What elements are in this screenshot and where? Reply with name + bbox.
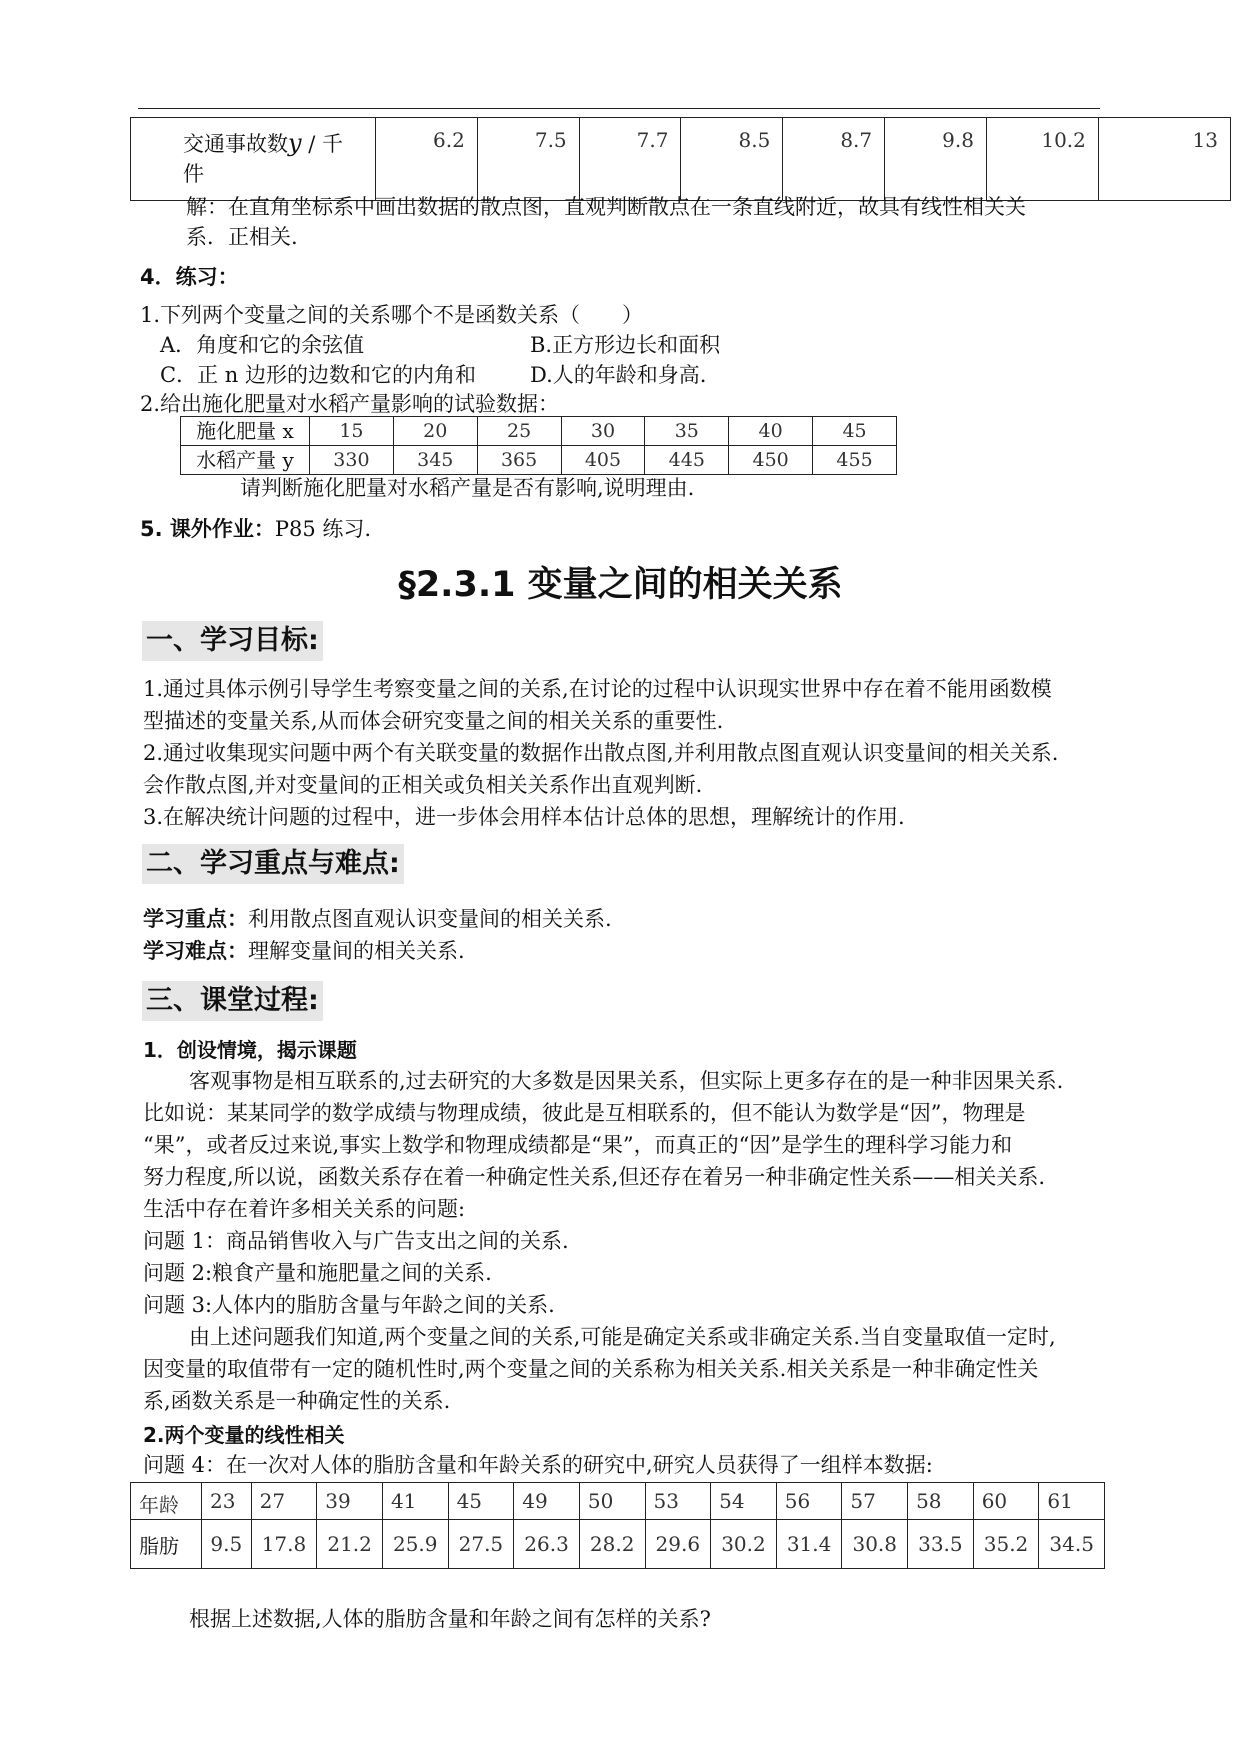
difficulty-line xyxy=(143,936,465,966)
table-cell: 49 xyxy=(514,1483,580,1520)
difficulty-label: 学习难点： xyxy=(143,939,248,963)
process-line: 客观事物是相互联系的,过去研究的大多数是因果关系，但实际上更多存在的是一种非因果关系. xyxy=(189,1069,1064,1093)
age-fat-table xyxy=(130,1482,1105,1569)
goal-line: 1.通过具体示例引导学生考察变量之间的关系,在讨论的过程中认识现实世界中存在着不能用函数模 xyxy=(143,677,1052,701)
fertilizer-table xyxy=(180,416,897,475)
yield-label: 水稻产量 y xyxy=(181,446,310,475)
table-cell: 25.9 xyxy=(382,1520,448,1569)
process-line: 比如说：某某同学的数学成绩与物理成绩，彼此是互相联系的，但不能认为数学是“因”，物理是 xyxy=(143,1101,1026,1125)
goal-line: 型描述的变量关系,从而体会研究变量之间的相关关系的重要性. xyxy=(143,709,724,733)
table-cell: 17.8 xyxy=(251,1520,317,1569)
table-cell: 31.4 xyxy=(776,1520,842,1569)
practice-q1-option-c: C．正 n 边形的边数和它的内角和 xyxy=(160,363,476,387)
table-cell: 30 xyxy=(561,417,645,446)
practice-q1-option-a: A．角度和它的余弦值 xyxy=(160,333,365,357)
table-cell: 45 xyxy=(448,1483,514,1520)
table-cell: 60 xyxy=(973,1483,1039,1520)
problem-4-question: 根据上述数据,人体的脂肪含量和年龄之间有怎样的关系? xyxy=(189,1607,711,1631)
practice-q2-note: 请判断施化肥量对水稻产量是否有影响,说明理由. xyxy=(240,476,695,500)
table-cell: 8.7 xyxy=(783,118,885,201)
table-cell: 61 xyxy=(1039,1483,1105,1520)
table-cell: 33.5 xyxy=(908,1520,974,1569)
table-cell: 35.2 xyxy=(973,1520,1039,1569)
header-rule xyxy=(138,108,1100,109)
homework-label: 5. 课外作业： xyxy=(140,517,275,541)
section-heading-key-points: 二、学习重点与难点: xyxy=(142,844,404,884)
table-row xyxy=(181,417,897,446)
table-cell: 35 xyxy=(645,417,729,446)
table-cell: 50 xyxy=(579,1483,645,1520)
page-title: §2.3.1 变量之间的相关关系 xyxy=(398,565,843,605)
goal-line: 2.通过收集现实问题中两个有关联变量的数据作出散点图,并利用散点图直观认识变量间的相关关系. xyxy=(143,741,1059,765)
table-row xyxy=(131,1520,1105,1569)
table-cell: 455 xyxy=(813,446,897,475)
table-cell: 29.6 xyxy=(645,1520,711,1569)
accidents-label: 交通事故数y / 千 件 xyxy=(131,118,376,201)
table-cell: 23 xyxy=(202,1483,252,1520)
table-cell: 57 xyxy=(842,1483,908,1520)
table-cell: 7.5 xyxy=(477,118,579,201)
process-line: 问题 2:粮食产量和施肥量之间的关系. xyxy=(143,1261,492,1285)
practice-q1-option-d: D.人的年龄和身高. xyxy=(530,363,707,387)
process-line: 生活中存在着许多相关关系的问题: xyxy=(143,1197,466,1221)
table-cell: 21.2 xyxy=(317,1520,383,1569)
goal-line: 3.在解决统计问题的过程中，进一步体会用样本估计总体的思想，理解统计的作用. xyxy=(143,805,905,829)
difficulty-text: 理解变量间的相关关系. xyxy=(248,939,465,963)
table-cell: 41 xyxy=(382,1483,448,1520)
process-line: 问题 3:人体内的脂肪含量与年龄之间的关系. xyxy=(143,1293,555,1317)
table-cell: 30.8 xyxy=(842,1520,908,1569)
table-cell: 8.5 xyxy=(681,118,783,201)
section-heading-process: 三、课堂过程: xyxy=(142,981,323,1021)
table-cell: 15 xyxy=(310,417,394,446)
table-row xyxy=(131,1483,1105,1520)
fat-label: 脂肪 xyxy=(131,1520,202,1569)
practice-heading: 4．练习： xyxy=(140,265,239,289)
process-line: 努力程度,所以说，函数关系存在着一种确定性关系,但还存在着另一种非确定性关系——相关关系. xyxy=(143,1165,1046,1189)
table-cell: 56 xyxy=(776,1483,842,1520)
practice-q1: 1.下列两个变量之间的关系哪个不是函数关系（ ） xyxy=(140,303,644,327)
homework-line xyxy=(140,514,371,544)
table-cell: 10.2 xyxy=(986,118,1098,201)
table-cell: 405 xyxy=(561,446,645,475)
key-point-line xyxy=(143,904,612,934)
table-cell: 6.2 xyxy=(376,118,478,201)
table-cell: 39 xyxy=(317,1483,383,1520)
table-cell: 26.3 xyxy=(514,1520,580,1569)
table-cell: 9.5 xyxy=(202,1520,252,1569)
solution-line-2: 系．正相关. xyxy=(186,225,298,249)
table-cell: 53 xyxy=(645,1483,711,1520)
process-line: 由上述问题我们知道,两个变量之间的关系,可能是确定关系或非确定关系.当自变量取值一定时, xyxy=(189,1325,1056,1349)
process-line: 系,函数关系是一种确定性的关系. xyxy=(143,1389,451,1413)
table-cell: 28.2 xyxy=(579,1520,645,1569)
table-row xyxy=(131,118,1231,201)
table-cell: 40 xyxy=(729,417,813,446)
solution-line-1: 解：在直角坐标系中画出数据的散点图，直观判断散点在一条直线附近，故具有线性相关关 xyxy=(186,195,1026,219)
table-cell: 20 xyxy=(393,417,477,446)
section-heading-goals: 一、学习目标: xyxy=(142,621,323,661)
table-row xyxy=(181,446,897,475)
table-cell: 365 xyxy=(477,446,561,475)
age-label: 年龄 xyxy=(131,1483,202,1520)
table-cell: 30.2 xyxy=(711,1520,777,1569)
table-cell: 9.8 xyxy=(885,118,987,201)
table-cell: 54 xyxy=(711,1483,777,1520)
table-cell: 27.5 xyxy=(448,1520,514,1569)
practice-q1-option-b: B.正方形边长和面积 xyxy=(530,333,721,357)
goal-line: 会作散点图,并对变量间的正相关或负相关关系作出直观判断. xyxy=(143,773,703,797)
key-point-text: 利用散点图直观认识变量间的相关关系. xyxy=(248,907,612,931)
table-cell: 330 xyxy=(310,446,394,475)
process-line: 问题 1：商品销售收入与广告支出之间的关系. xyxy=(143,1229,569,1253)
table-cell: 345 xyxy=(393,446,477,475)
key-point-label: 学习重点： xyxy=(143,907,248,931)
table-cell: 34.5 xyxy=(1039,1520,1105,1569)
process-line: “果”，或者反过来说,事实上数学和物理成绩都是“果”，而真正的“因”是学生的理科学习能力和 xyxy=(143,1133,1013,1157)
table-cell: 25 xyxy=(477,417,561,446)
table-cell: 7.7 xyxy=(579,118,681,201)
table-cell: 27 xyxy=(251,1483,317,1520)
subheading-linear-correlation: 2.两个变量的线性相关 xyxy=(143,1423,345,1447)
process-line: 因变量的取值带有一定的随机性时,两个变量之间的关系称为相关关系.相关关系是一种非确定性关 xyxy=(143,1357,1039,1381)
problem-4: 问题 4：在一次对人体的脂肪含量和年龄关系的研究中,研究人员获得了一组样本数据: xyxy=(143,1453,933,1477)
table-cell: 445 xyxy=(645,446,729,475)
fertilizer-label: 施化肥量 x xyxy=(181,417,310,446)
table-cell: 45 xyxy=(813,417,897,446)
practice-q2: 2.给出施化肥量对水稻产量影响的试验数据： xyxy=(140,392,560,416)
subheading-context: 1．创设情境，揭示课题 xyxy=(143,1038,357,1062)
homework-text: P85 练习. xyxy=(274,517,372,541)
table-cell: 450 xyxy=(729,446,813,475)
accidents-table xyxy=(130,117,1231,201)
table-cell: 13 xyxy=(1098,118,1230,201)
table-cell: 58 xyxy=(908,1483,974,1520)
